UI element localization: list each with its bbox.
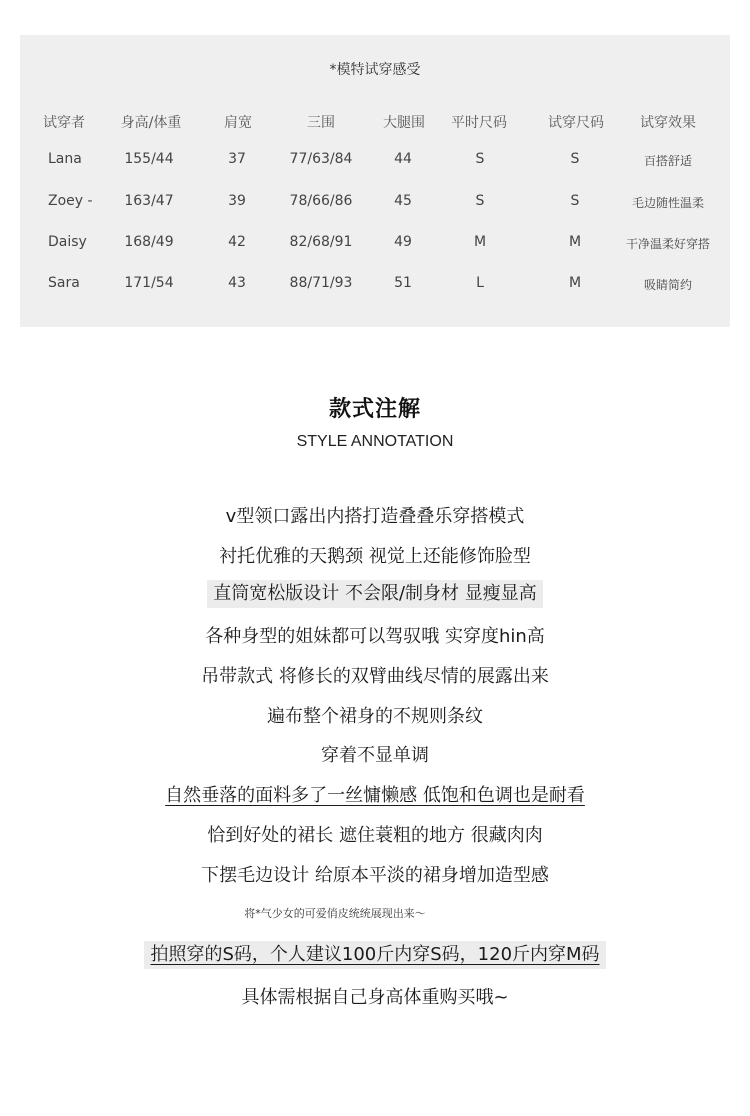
- table-cell: 88/71/93: [289, 275, 353, 291]
- fit-info-panel: [20, 35, 730, 327]
- table-cell: 77/63/84: [289, 151, 353, 167]
- annotation-small-note: 将*气少女的可爱俏皮统统展现出来～: [244, 907, 426, 920]
- header-usual-size: 平时尺码: [451, 115, 507, 131]
- table-cell: 百搭舒适: [643, 154, 693, 168]
- table-cell: 82/68/91: [289, 234, 353, 250]
- table-cell: S: [475, 151, 485, 167]
- table-cell: S: [475, 193, 485, 209]
- table-cell: 43: [228, 275, 246, 291]
- table-cell: 吸睛简约: [643, 278, 693, 292]
- annotation-line: 吊带款式 将修长的双臂曲线尽情的展露出来: [201, 666, 549, 687]
- table-cell: 44: [394, 151, 412, 167]
- annotation-line-underlined: 自然垂落的面料多了一丝慵懒感 低饱和色调也是耐看: [165, 785, 585, 806]
- table-cell: 51: [394, 275, 412, 291]
- table-cell: 163/47: [124, 193, 174, 209]
- annotation-line: v型领口露出内搭打造叠叠乐穿搭模式: [225, 506, 525, 527]
- table-cell: L: [476, 275, 484, 291]
- table-cell: 毛边随性温柔: [631, 196, 705, 210]
- table-cell: 干净温柔好穿搭: [625, 237, 711, 251]
- annotation-line: 穿着不显单调: [321, 745, 429, 766]
- section-title: 款式注解: [328, 397, 421, 422]
- table-cell: 39: [228, 193, 246, 209]
- table-cell: 78/66/86: [289, 193, 353, 209]
- annotation-line: 具体需根据自己身高体重购买哦~: [241, 987, 509, 1008]
- table-cell: 42: [228, 234, 246, 250]
- table-cell: 45: [394, 193, 412, 209]
- annotation-line: 遍布整个裙身的不规则条纹: [267, 706, 483, 727]
- fit-note: *模特试穿感受: [329, 62, 421, 78]
- size-advice-line: 拍照穿的S码，个人建议100斤内穿S码，120斤内穿M码: [0, 941, 750, 969]
- header-measurements: 三围: [307, 115, 335, 131]
- table-cell: M: [568, 275, 582, 291]
- table-cell: Sara: [48, 275, 80, 291]
- table-cell: M: [473, 234, 487, 250]
- table-cell: 171/54: [124, 275, 174, 291]
- table-cell: M: [568, 234, 582, 250]
- table-cell: S: [570, 151, 580, 167]
- header-shoulder: 肩宽: [224, 115, 252, 131]
- table-cell: Lana: [48, 151, 82, 167]
- table-cell: 168/49: [124, 234, 174, 250]
- table-cell: Daisy: [48, 234, 87, 250]
- header-tester: 试穿者: [43, 115, 85, 131]
- header-thigh: 大腿围: [383, 115, 425, 131]
- header-height-weight: 身高/体重: [120, 115, 182, 131]
- annotation-line: 下摆毛边设计 给原本平淡的裙身增加造型感: [201, 865, 549, 886]
- section-subtitle: STYLE ANNOTATION: [296, 433, 454, 450]
- header-effect: 试穿效果: [640, 115, 696, 131]
- table-cell: Zoey -: [48, 193, 93, 209]
- table-cell: 37: [228, 151, 246, 167]
- annotation-line: 恰到好处的裙长 遮住蓑粗的地方 很藏肉肉: [207, 825, 543, 846]
- table-cell: 155/44: [124, 151, 174, 167]
- table-cell: S: [570, 193, 580, 209]
- annotation-line-highlighted: 直筒宽松版设计 不会限/制身材 显瘦显高: [0, 580, 750, 608]
- header-tried-size: 试穿尺码: [548, 115, 604, 131]
- annotation-line: 衬托优雅的天鹅颈 视觉上还能修饰脸型: [219, 546, 531, 567]
- fit-table: [20, 35, 730, 327]
- annotation-line: 各种身型的姐妹都可以驾驭哦 实穿度hin高: [205, 626, 545, 647]
- table-cell: 49: [394, 234, 412, 250]
